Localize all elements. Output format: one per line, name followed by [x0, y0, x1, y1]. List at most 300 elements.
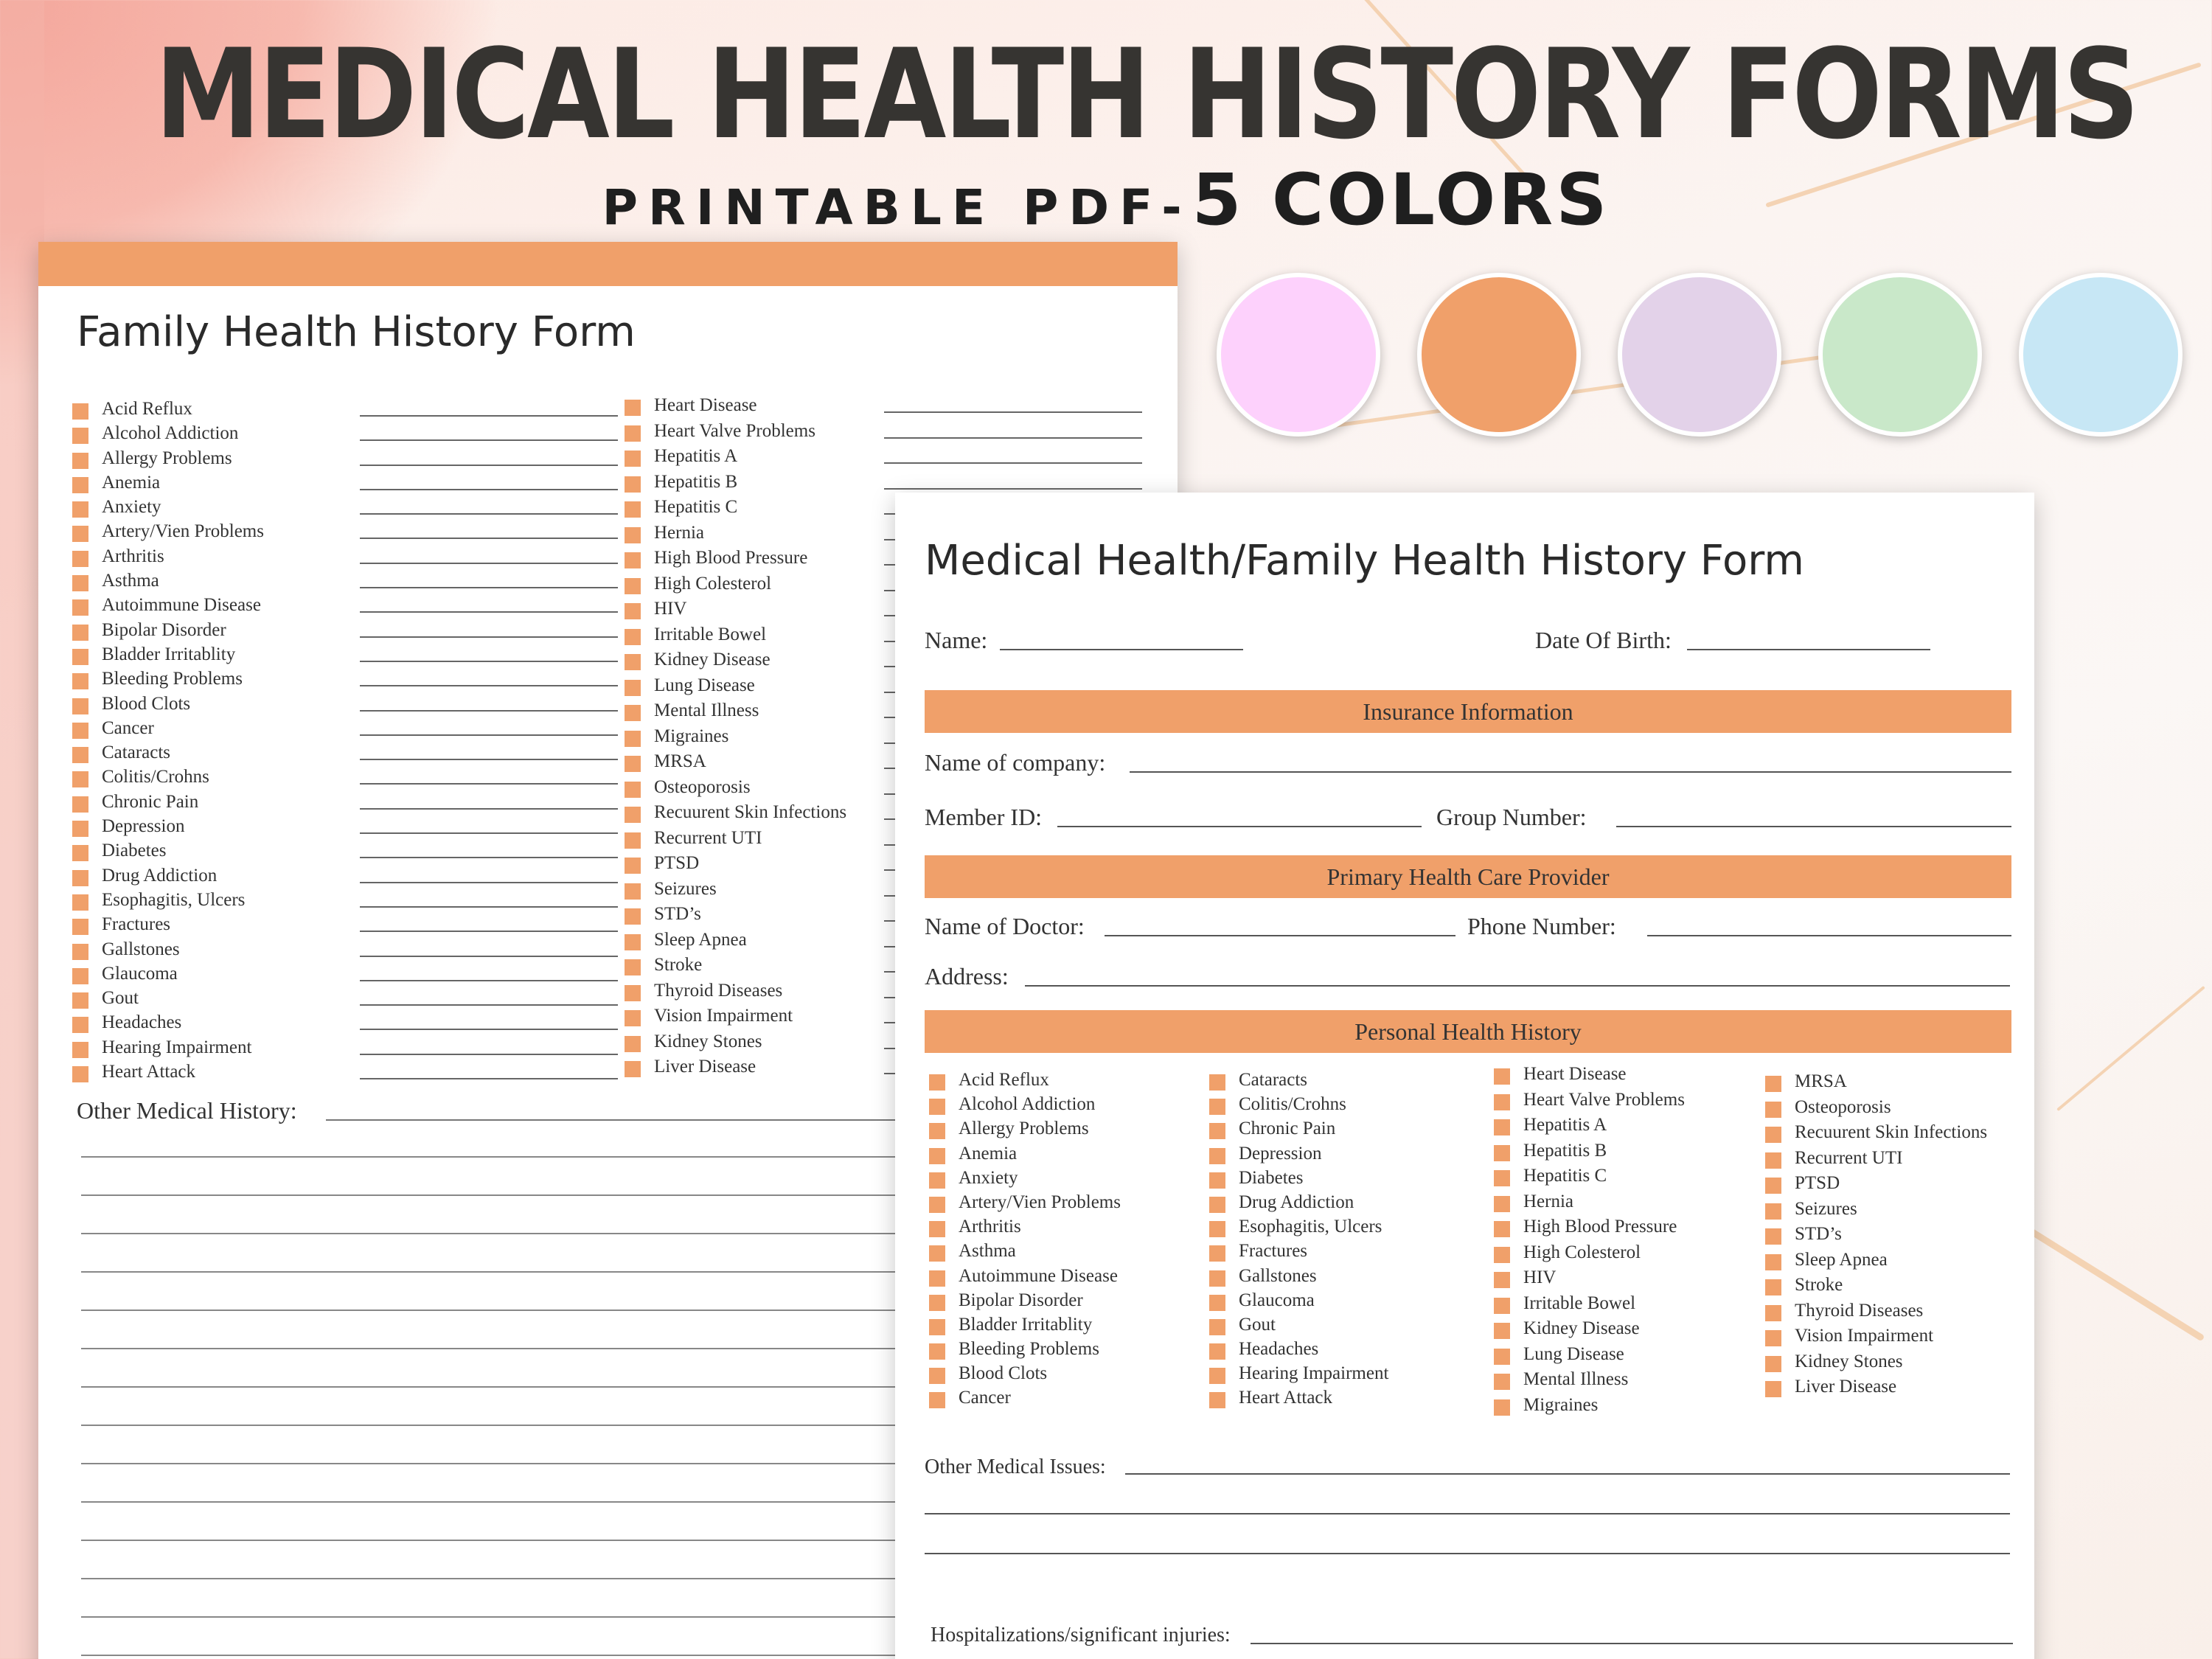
checklist-item — [625, 698, 846, 724]
other-medical-issues-label: Other Medical Issues: — [925, 1455, 1106, 1478]
checkbox[interactable] — [1494, 1399, 1510, 1416]
checklist-item — [625, 826, 846, 852]
checklist-item — [1765, 1069, 1987, 1095]
personal-history-column-4 — [1765, 1069, 1987, 1400]
checklist-item-label: STD’s — [1795, 1224, 1842, 1244]
checklist-item-label: Esophagitis, Ulcers — [102, 889, 246, 910]
checkbox[interactable] — [929, 1221, 945, 1237]
checkbox[interactable] — [625, 883, 641, 900]
answer-line[interactable] — [360, 636, 618, 638]
checklist-item — [625, 647, 846, 673]
checklist-item-label: Thyroid Diseases — [1795, 1300, 1924, 1321]
checkbox[interactable] — [625, 400, 641, 416]
checkbox[interactable] — [1494, 1247, 1510, 1263]
checklist-item-label: Bleeding Problems — [959, 1339, 1099, 1360]
checklist-item-label: Vision Impairment — [654, 1006, 793, 1026]
checkbox[interactable] — [72, 575, 88, 591]
checklist-item-label: Drug Addiction — [102, 865, 218, 886]
checklist-item — [625, 1054, 846, 1080]
checkbox[interactable] — [72, 944, 88, 960]
checkbox[interactable] — [625, 654, 641, 670]
answer-line[interactable] — [360, 611, 618, 613]
checkbox[interactable] — [929, 1270, 945, 1287]
checklist-item — [929, 1214, 1121, 1239]
checkbox[interactable] — [72, 625, 88, 641]
checkbox[interactable] — [1494, 1196, 1510, 1212]
checklist-item — [625, 749, 846, 775]
checkbox[interactable] — [1494, 1349, 1510, 1365]
color-swatch-pink — [1217, 273, 1380, 437]
checkbox[interactable] — [72, 501, 88, 518]
checkbox[interactable] — [625, 705, 641, 721]
checkbox[interactable] — [929, 1074, 945, 1091]
checkbox[interactable] — [1494, 1170, 1510, 1186]
checklist-item-label: Osteoporosis — [654, 776, 751, 797]
checklist-item — [72, 470, 264, 495]
dob-label: Date Of Birth: — [1535, 627, 1672, 653]
checkbox[interactable] — [72, 403, 88, 420]
checkbox[interactable] — [1209, 1319, 1225, 1335]
answer-line[interactable] — [360, 685, 618, 686]
checklist-item — [625, 978, 846, 1004]
checkbox[interactable] — [1494, 1068, 1510, 1085]
checklist-item — [1494, 1291, 1685, 1317]
checkbox[interactable] — [1765, 1076, 1781, 1092]
answer-line[interactable] — [360, 513, 618, 515]
checkbox[interactable] — [929, 1295, 945, 1311]
answer-line[interactable] — [360, 439, 618, 441]
checkbox[interactable] — [625, 985, 641, 1001]
checklist-item-label: Kidney Stones — [654, 1031, 762, 1051]
checklist-item-label: Acid Reflux — [959, 1070, 1049, 1090]
checklist-item — [72, 1010, 264, 1034]
checklist-item — [72, 495, 264, 519]
checkbox[interactable] — [72, 453, 88, 469]
checklist-item-label: MRSA — [654, 751, 706, 771]
checklist-item — [625, 851, 846, 877]
checklist-item-label: Hearing Impairment — [102, 1037, 252, 1057]
checkbox[interactable] — [72, 771, 88, 787]
checkbox[interactable] — [929, 1148, 945, 1164]
checklist-item-label: Allergy Problems — [102, 448, 232, 468]
checkbox[interactable] — [625, 501, 641, 518]
checklist-item — [1765, 1222, 1987, 1248]
checkbox[interactable] — [72, 870, 88, 886]
checklist-item-label: Sleep Apnea — [1795, 1249, 1888, 1270]
checklist-item — [1765, 1248, 1987, 1273]
checklist-item — [1494, 1189, 1685, 1215]
doctor-label: Name of Doctor: — [925, 913, 1085, 939]
checkbox[interactable] — [72, 796, 88, 813]
checklist-item — [72, 961, 264, 986]
checklist-item — [1494, 1113, 1685, 1138]
checkbox[interactable] — [1765, 1228, 1781, 1245]
checkbox[interactable] — [1494, 1145, 1510, 1161]
checklist-item-label: Glaucoma — [1239, 1290, 1315, 1310]
checkbox[interactable] — [1765, 1254, 1781, 1270]
checkbox[interactable] — [929, 1123, 945, 1139]
answer-line[interactable] — [360, 783, 618, 785]
checklist-item-label: Alcohol Addiction — [102, 423, 239, 444]
checkbox[interactable] — [1209, 1245, 1225, 1262]
checkbox[interactable] — [625, 908, 641, 925]
checklist-item-label: Blood Clots — [102, 693, 191, 714]
checkbox[interactable] — [625, 858, 641, 874]
checkbox[interactable] — [1765, 1127, 1781, 1143]
checkbox[interactable] — [1765, 1152, 1781, 1169]
other-medical-issues-line[interactable] — [925, 1553, 2010, 1554]
checklist-item-label: Kidney Disease — [1523, 1318, 1640, 1338]
checkbox[interactable] — [72, 747, 88, 763]
member-id-label: Member ID: — [925, 804, 1043, 830]
checkbox[interactable] — [929, 1245, 945, 1262]
member-id-field[interactable] — [1057, 826, 1422, 827]
checklist-item — [1209, 1190, 1388, 1214]
checklist-item — [72, 986, 264, 1010]
checkbox[interactable] — [625, 680, 641, 696]
checklist-item-label: Liver Disease — [1795, 1377, 1897, 1397]
subtitle-emphasis: 5 COLORS — [1192, 159, 1610, 241]
checklist-item-label: Osteoporosis — [1795, 1096, 1891, 1117]
checklist-item — [1209, 1337, 1388, 1361]
checkbox[interactable] — [1209, 1295, 1225, 1311]
checkbox[interactable] — [1765, 1178, 1781, 1194]
checklist-item-label: Heart Attack — [1239, 1388, 1333, 1408]
checkbox[interactable] — [625, 1036, 641, 1052]
checkbox[interactable] — [1494, 1272, 1510, 1288]
answer-line[interactable] — [360, 538, 618, 539]
checklist-item-label: Seizures — [654, 878, 717, 899]
checkbox[interactable] — [625, 731, 641, 747]
checklist-item — [929, 1361, 1121, 1385]
dob-field[interactable] — [1687, 649, 1930, 650]
color-swatch-lavender — [1618, 273, 1781, 437]
checklist-item-label: Autoimmune Disease — [102, 595, 261, 616]
checkbox[interactable] — [1765, 1102, 1781, 1118]
group-number-field[interactable] — [1616, 826, 2011, 827]
checkbox[interactable] — [1209, 1221, 1225, 1237]
checklist-item — [929, 1068, 1121, 1092]
checkbox[interactable] — [72, 673, 88, 689]
checkbox[interactable] — [1494, 1221, 1510, 1237]
checkbox[interactable] — [72, 551, 88, 567]
checkbox[interactable] — [625, 1010, 641, 1026]
checkbox[interactable] — [625, 782, 641, 798]
checkbox[interactable] — [1209, 1270, 1225, 1287]
checklist-item-label: Heart Attack — [102, 1062, 196, 1082]
checklist-item — [72, 667, 264, 691]
checkbox[interactable] — [1494, 1119, 1510, 1135]
checkbox[interactable] — [1209, 1148, 1225, 1164]
checklist-item-label: Cancer — [959, 1388, 1011, 1408]
checklist-item — [72, 593, 264, 617]
checklist-item-label: Hepatitis C — [654, 497, 738, 517]
checklist-item — [1494, 1088, 1685, 1113]
checklist-item — [625, 571, 846, 597]
answer-line[interactable] — [884, 437, 1142, 439]
checkbox[interactable] — [72, 968, 88, 984]
phone-field[interactable] — [1647, 935, 2011, 936]
sheet-header-band — [38, 242, 1178, 286]
checklist-item-label: Alcohol Addiction — [959, 1094, 1096, 1115]
checklist-item — [72, 888, 264, 912]
checklist-item-label: Hepatitis A — [654, 446, 738, 466]
checklist-item-label: Recuurent Skin Infections — [1795, 1122, 1988, 1142]
answer-line[interactable] — [360, 415, 618, 417]
answer-line[interactable] — [884, 462, 1142, 464]
checklist-item-label: Hernia — [1523, 1191, 1574, 1211]
checklist-item-label: Anxiety — [959, 1167, 1018, 1188]
checklist-item-label: Artery/Vien Problems — [102, 521, 264, 542]
checklist-item-label: Cataracts — [102, 742, 171, 763]
checklist-item — [72, 863, 264, 888]
answer-line[interactable] — [360, 587, 618, 588]
insurance-header: Insurance Information — [925, 690, 2011, 733]
checklist-item-label: Allergy Problems — [959, 1119, 1089, 1139]
checkbox[interactable] — [1494, 1298, 1510, 1314]
personal-history-column-2 — [1209, 1068, 1388, 1411]
checklist-item-label: Anemia — [959, 1143, 1018, 1164]
checkbox[interactable] — [72, 919, 88, 935]
checklist-item — [72, 912, 264, 936]
checkbox[interactable] — [1765, 1330, 1781, 1346]
checklist-item-label: Depression — [1239, 1143, 1322, 1164]
checklist-item — [1765, 1146, 1987, 1172]
other-medical-issues-line[interactable] — [925, 1513, 2010, 1514]
checkbox[interactable] — [929, 1099, 945, 1115]
checklist-item — [1494, 1265, 1685, 1291]
answer-line[interactable] — [884, 488, 1142, 490]
checklist-item-label: Gout — [102, 988, 139, 1009]
other-medical-issues-field[interactable] — [1125, 1473, 2010, 1475]
checklist-item — [1209, 1116, 1388, 1141]
answer-line[interactable] — [360, 906, 618, 908]
checklist-item-label: Colitis/Crohns — [102, 767, 209, 787]
checkbox[interactable] — [72, 649, 88, 665]
checkbox[interactable] — [1494, 1094, 1510, 1110]
checklist-item — [72, 642, 264, 667]
checklist-item — [72, 397, 264, 421]
checklist-item — [72, 790, 264, 814]
checklist-item — [72, 1060, 264, 1084]
answer-line[interactable] — [360, 489, 618, 490]
checkbox[interactable] — [625, 756, 641, 772]
checklist-item-label: Hepatitis A — [1523, 1115, 1607, 1135]
checklist-item-label: Cataracts — [1239, 1070, 1308, 1090]
family-form-column-1 — [72, 397, 264, 1084]
checkbox[interactable] — [72, 1066, 88, 1082]
answer-line[interactable] — [360, 1078, 618, 1079]
checkbox[interactable] — [929, 1392, 945, 1408]
checklist-item-label: Stroke — [1795, 1275, 1843, 1295]
checkbox[interactable] — [72, 1017, 88, 1033]
checklist-item — [929, 1190, 1121, 1214]
answer-line[interactable] — [360, 857, 618, 858]
checkbox[interactable] — [625, 603, 641, 619]
checklist-item-label: Anemia — [102, 472, 161, 493]
checkbox[interactable] — [72, 477, 88, 493]
checklist-item-label: MRSA — [1795, 1071, 1847, 1091]
checklist-item-label: Bladder Irritablity — [102, 644, 236, 664]
checklist-item — [1494, 1214, 1685, 1240]
subtitle-prefix: PRINTABLE PDF- — [602, 179, 1192, 236]
checkbox[interactable] — [72, 698, 88, 714]
checkbox[interactable] — [1209, 1099, 1225, 1115]
checklist-item — [929, 1385, 1121, 1410]
checkbox[interactable] — [72, 428, 88, 444]
checklist-item — [929, 1264, 1121, 1288]
checklist-item — [929, 1239, 1121, 1263]
checklist-item-label: Recuurent Skin Infections — [654, 802, 847, 822]
answer-line[interactable] — [360, 465, 618, 466]
checklist-item — [625, 1004, 846, 1029]
answer-line[interactable] — [360, 710, 618, 712]
checkbox[interactable] — [72, 992, 88, 1009]
color-swatch-blue — [2019, 273, 2183, 437]
checkbox[interactable] — [625, 578, 641, 594]
checkbox[interactable] — [1765, 1305, 1781, 1321]
checkbox[interactable] — [625, 1061, 641, 1077]
checklist-item — [1209, 1264, 1388, 1288]
checkbox[interactable] — [72, 1042, 88, 1058]
checkbox[interactable] — [1209, 1123, 1225, 1139]
doctor-field[interactable] — [1105, 935, 1455, 936]
checklist-item — [1494, 1062, 1685, 1088]
checklist-item — [1765, 1374, 1987, 1400]
answer-line[interactable] — [360, 1054, 618, 1055]
company-label: Name of company: — [925, 749, 1106, 776]
checkbox[interactable] — [929, 1343, 945, 1360]
checklist-item — [1765, 1171, 1987, 1197]
checklist-item — [625, 877, 846, 902]
checklist-item — [72, 568, 264, 593]
checkbox[interactable] — [929, 1197, 945, 1213]
checklist-item-label: STD’s — [654, 904, 701, 924]
answer-line[interactable] — [360, 882, 618, 883]
answer-line[interactable] — [360, 808, 618, 810]
checklist-item-label: Hepatitis C — [1523, 1166, 1607, 1186]
medical-health-form-sheet — [895, 493, 2034, 1659]
checklist-item — [1209, 1361, 1388, 1385]
checklist-item — [1765, 1273, 1987, 1298]
checkbox[interactable] — [1765, 1203, 1781, 1220]
answer-line[interactable] — [360, 1029, 618, 1030]
company-field[interactable] — [1130, 771, 2011, 773]
checkbox[interactable] — [1209, 1368, 1225, 1384]
checklist-item — [929, 1116, 1121, 1141]
checklist-item-label: Chronic Pain — [1239, 1119, 1336, 1139]
answer-line[interactable] — [360, 980, 618, 981]
checkbox[interactable] — [625, 832, 641, 849]
checklist-item — [1494, 1164, 1685, 1189]
checklist-item — [72, 692, 264, 716]
checklist-item-label: Gallstones — [102, 939, 180, 959]
checkbox[interactable] — [1209, 1074, 1225, 1091]
answer-line[interactable] — [360, 734, 618, 736]
checkbox[interactable] — [1765, 1381, 1781, 1397]
marble-vein — [2056, 986, 2205, 1111]
checkbox[interactable] — [72, 723, 88, 739]
checklist-item-label: Mental Illness — [654, 700, 759, 720]
checklist-item — [72, 838, 264, 863]
answer-line[interactable] — [884, 411, 1142, 413]
checkbox[interactable] — [625, 934, 641, 950]
checklist-item — [929, 1312, 1121, 1337]
checklist-item-label: Heart Disease — [1523, 1064, 1627, 1084]
answer-line[interactable] — [360, 759, 618, 760]
checklist-item-label: Bipolar Disorder — [102, 619, 226, 640]
checkbox[interactable] — [1209, 1392, 1225, 1408]
checkbox[interactable] — [1209, 1343, 1225, 1360]
checklist-item-label: Headaches — [1239, 1339, 1319, 1360]
checkbox[interactable] — [1494, 1374, 1510, 1390]
checklist-item-label: Mental Illness — [1523, 1369, 1629, 1389]
checkbox[interactable] — [72, 845, 88, 861]
checklist-item-label: Bleeding Problems — [102, 669, 243, 689]
checkbox[interactable] — [625, 476, 641, 493]
checklist-item — [625, 521, 846, 546]
checkbox[interactable] — [72, 894, 88, 911]
checkbox[interactable] — [1765, 1279, 1781, 1295]
checkbox[interactable] — [1209, 1172, 1225, 1189]
checkbox[interactable] — [625, 527, 641, 543]
checkbox[interactable] — [929, 1368, 945, 1384]
checkbox[interactable] — [929, 1172, 945, 1189]
checkbox[interactable] — [625, 425, 641, 442]
checkbox[interactable] — [72, 526, 88, 542]
checklist-item — [1494, 1342, 1685, 1368]
checklist-item — [1765, 1197, 1987, 1222]
checklist-item-label: Artery/Vien Problems — [959, 1192, 1121, 1212]
checklist-item — [1494, 1316, 1685, 1342]
checklist-item-label: Bladder Irritablity — [959, 1314, 1093, 1335]
checklist-item-label: High Colesterol — [654, 573, 772, 594]
name-field[interactable] — [1000, 649, 1243, 650]
checkbox[interactable] — [1209, 1197, 1225, 1213]
checklist-item-label: PTSD — [1795, 1173, 1840, 1193]
checklist-item — [1494, 1367, 1685, 1393]
checklist-item-label: Hearing Impairment — [1239, 1363, 1389, 1384]
hospitalizations-field[interactable] — [1251, 1643, 2013, 1644]
checkbox[interactable] — [72, 821, 88, 837]
checklist-item-label: High Blood Pressure — [1523, 1217, 1677, 1237]
answer-line[interactable] — [360, 931, 618, 932]
answer-line[interactable] — [360, 1004, 618, 1006]
checkbox[interactable] — [929, 1319, 945, 1335]
checkbox[interactable] — [625, 959, 641, 975]
checkbox[interactable] — [625, 552, 641, 568]
checklist-item — [1209, 1288, 1388, 1312]
checkbox[interactable] — [625, 807, 641, 823]
answer-line[interactable] — [360, 956, 618, 957]
checklist-item — [929, 1092, 1121, 1116]
checklist-item — [625, 470, 846, 495]
checkbox[interactable] — [72, 599, 88, 616]
answer-line[interactable] — [360, 563, 618, 564]
checklist-item — [1209, 1312, 1388, 1337]
checklist-item-label: Autoimmune Disease — [959, 1265, 1118, 1286]
checkbox[interactable] — [625, 451, 641, 467]
checklist-item-label: Gallstones — [1239, 1265, 1317, 1286]
checkbox[interactable] — [625, 629, 641, 645]
answer-line[interactable] — [360, 832, 618, 834]
answer-line[interactable] — [360, 661, 618, 662]
address-field[interactable] — [1025, 985, 2010, 987]
checkbox[interactable] — [1494, 1323, 1510, 1339]
checkbox[interactable] — [1765, 1356, 1781, 1372]
checklist-item-label: Acid Reflux — [102, 399, 192, 419]
checklist-item-label: Migraines — [654, 726, 729, 746]
